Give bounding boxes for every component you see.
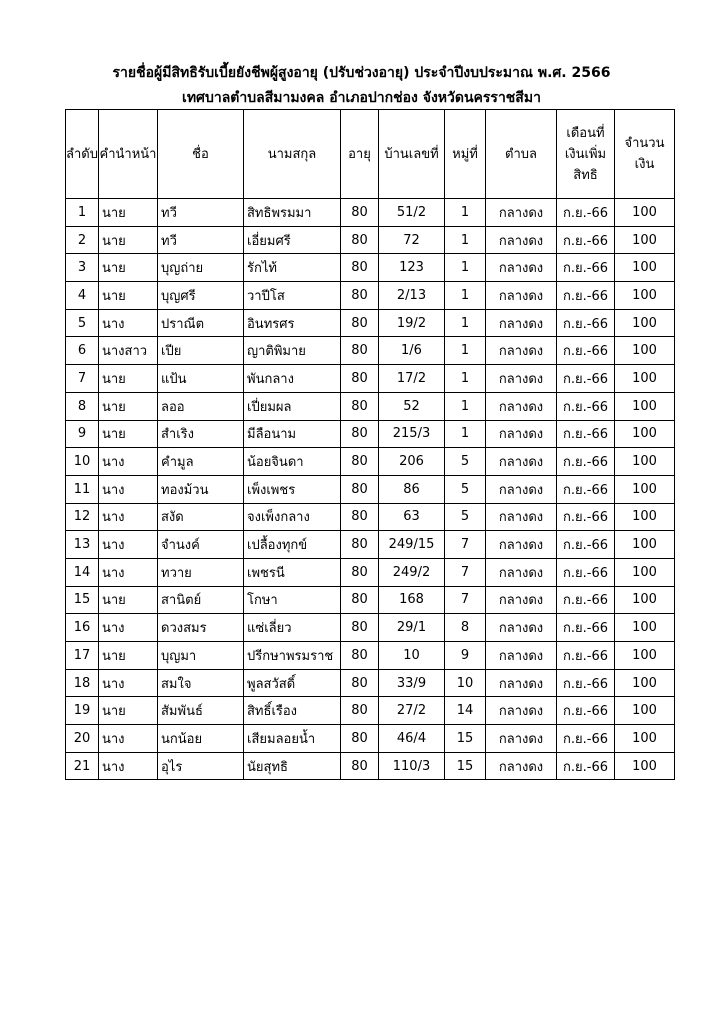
header-first-name: ชื่อ <box>158 110 244 199</box>
cell-last-name: จงเพ็งกลาง <box>244 503 341 531</box>
cell-prefix: นาย <box>99 226 158 254</box>
cell-age: 80 <box>341 586 379 614</box>
cell-village-number: 1 <box>445 365 486 393</box>
cell-village-number: 15 <box>445 752 486 780</box>
cell-age: 80 <box>341 282 379 310</box>
recipient-table <box>65 109 675 780</box>
header-last-name: นามสกุล <box>244 110 341 199</box>
cell-age: 80 <box>341 309 379 337</box>
cell-prefix: นาง <box>99 503 158 531</box>
cell-prefix: นาย <box>99 697 158 725</box>
cell-subdistrict: กลางดง <box>486 199 557 227</box>
cell-house-number: 249/2 <box>379 558 445 586</box>
document-title: รายชื่อผู้มีสิทธิรับเบี้ยยังชีพผู้สูงอายุ (ปรับช่วงอายุ) ประจำปีงบประมาณ พ.ศ. 2566 <box>112 65 611 81</box>
cell-prefix: นาง <box>99 309 158 337</box>
cell-increase-month: ก.ย.-66 <box>557 392 615 420</box>
cell-subdistrict: กลางดง <box>486 531 557 559</box>
cell-subdistrict: กลางดง <box>486 226 557 254</box>
cell-amount: 100 <box>615 669 675 697</box>
cell-last-name: นัยสุทธิ <box>244 752 341 780</box>
cell-first-name: ดวงสมร <box>158 614 244 642</box>
cell-first-name: สงัด <box>158 503 244 531</box>
cell-prefix: นาง <box>99 531 158 559</box>
cell-house-number: 29/1 <box>379 614 445 642</box>
cell-prefix: นาง <box>99 752 158 780</box>
table-row <box>66 337 675 365</box>
cell-amount: 100 <box>615 697 675 725</box>
cell-first-name: สานิตย์ <box>158 586 244 614</box>
cell-amount: 100 <box>615 614 675 642</box>
cell-order: 5 <box>66 309 99 337</box>
cell-house-number: 17/2 <box>379 365 445 393</box>
cell-first-name: ทวี <box>158 226 244 254</box>
cell-first-name: สัมพันธ์ <box>158 697 244 725</box>
cell-order: 3 <box>66 254 99 282</box>
cell-house-number: 27/2 <box>379 697 445 725</box>
cell-house-number: 46/4 <box>379 725 445 753</box>
cell-age: 80 <box>341 614 379 642</box>
cell-increase-month: ก.ย.-66 <box>557 531 615 559</box>
cell-last-name: แซ่เลี่ยว <box>244 614 341 642</box>
document-subtitle: เทศบาลตำบลสีมามงคล อำเภอปากช่อง จังหวัดนครราชสีมา <box>182 90 541 106</box>
cell-prefix: นาย <box>99 199 158 227</box>
cell-increase-month: ก.ย.-66 <box>557 725 615 753</box>
table-row <box>66 420 675 448</box>
cell-amount: 100 <box>615 365 675 393</box>
cell-age: 80 <box>341 642 379 670</box>
cell-order: 21 <box>66 752 99 780</box>
cell-first-name: ทองม้วน <box>158 475 244 503</box>
cell-increase-month: ก.ย.-66 <box>557 503 615 531</box>
cell-village-number: 1 <box>445 282 486 310</box>
cell-order: 7 <box>66 365 99 393</box>
cell-age: 80 <box>341 752 379 780</box>
cell-house-number: 51/2 <box>379 199 445 227</box>
cell-order: 8 <box>66 392 99 420</box>
cell-first-name: ทวี <box>158 199 244 227</box>
cell-order: 14 <box>66 558 99 586</box>
cell-subdistrict: กลางดง <box>486 669 557 697</box>
cell-subdistrict: กลางดง <box>486 309 557 337</box>
cell-order: 15 <box>66 586 99 614</box>
cell-first-name: จำนงค์ <box>158 531 244 559</box>
cell-village-number: 10 <box>445 669 486 697</box>
cell-subdistrict: กลางดง <box>486 475 557 503</box>
cell-prefix: นาย <box>99 254 158 282</box>
cell-increase-month: ก.ย.-66 <box>557 642 615 670</box>
table-body <box>66 199 675 780</box>
table-row <box>66 282 675 310</box>
cell-village-number: 1 <box>445 392 486 420</box>
cell-village-number: 1 <box>445 337 486 365</box>
cell-last-name: เปี่ยมผล <box>244 392 341 420</box>
cell-amount: 100 <box>615 752 675 780</box>
cell-house-number: 2/13 <box>379 282 445 310</box>
cell-last-name: สิทธิ์เรือง <box>244 697 341 725</box>
cell-increase-month: ก.ย.-66 <box>557 365 615 393</box>
cell-village-number: 14 <box>445 697 486 725</box>
cell-increase-month: ก.ย.-66 <box>557 614 615 642</box>
cell-village-number: 1 <box>445 309 486 337</box>
table-row <box>66 365 675 393</box>
cell-subdistrict: กลางดง <box>486 697 557 725</box>
cell-amount: 100 <box>615 531 675 559</box>
cell-last-name: รักไท้ <box>244 254 341 282</box>
cell-prefix: นาง <box>99 448 158 476</box>
cell-first-name: นกน้อย <box>158 725 244 753</box>
cell-increase-month: ก.ย.-66 <box>557 282 615 310</box>
cell-age: 80 <box>341 420 379 448</box>
cell-house-number: 168 <box>379 586 445 614</box>
cell-age: 80 <box>341 475 379 503</box>
cell-village-number: 7 <box>445 586 486 614</box>
table-row <box>66 725 675 753</box>
cell-house-number: 19/2 <box>379 309 445 337</box>
header-order: ลำดับ <box>66 110 99 199</box>
table-row <box>66 199 675 227</box>
cell-amount: 100 <box>615 558 675 586</box>
cell-age: 80 <box>341 503 379 531</box>
cell-house-number: 10 <box>379 642 445 670</box>
cell-last-name: ญาติพิมาย <box>244 337 341 365</box>
table-row <box>66 586 675 614</box>
cell-subdistrict: กลางดง <box>486 586 557 614</box>
cell-amount: 100 <box>615 282 675 310</box>
cell-order: 11 <box>66 475 99 503</box>
cell-subdistrict: กลางดง <box>486 420 557 448</box>
cell-prefix: นาย <box>99 392 158 420</box>
cell-last-name: เสียมลอยน้ำ <box>244 725 341 753</box>
cell-age: 80 <box>341 365 379 393</box>
cell-increase-month: ก.ย.-66 <box>557 586 615 614</box>
cell-age: 80 <box>341 199 379 227</box>
cell-first-name: สมใจ <box>158 669 244 697</box>
cell-age: 80 <box>341 254 379 282</box>
cell-prefix: นาย <box>99 365 158 393</box>
cell-prefix: นาย <box>99 586 158 614</box>
cell-village-number: 7 <box>445 531 486 559</box>
header-prefix: คำนำหน้า <box>99 110 158 199</box>
cell-village-number: 5 <box>445 448 486 476</box>
table-row <box>66 254 675 282</box>
cell-age: 80 <box>341 558 379 586</box>
cell-first-name: สำเริง <box>158 420 244 448</box>
cell-village-number: 5 <box>445 475 486 503</box>
cell-last-name: สิทธิพรมมา <box>244 199 341 227</box>
cell-increase-month: ก.ย.-66 <box>557 697 615 725</box>
cell-age: 80 <box>341 725 379 753</box>
header-village-number: หมู่ที่ <box>445 110 486 199</box>
cell-increase-month: ก.ย.-66 <box>557 669 615 697</box>
cell-increase-month: ก.ย.-66 <box>557 309 615 337</box>
cell-last-name: อินทรศร <box>244 309 341 337</box>
header-house-number: บ้านเลขที่ <box>379 110 445 199</box>
cell-last-name: พันกลาง <box>244 365 341 393</box>
table-row <box>66 448 675 476</box>
cell-first-name: อุไร <box>158 752 244 780</box>
cell-last-name: น้อยจินดา <box>244 448 341 476</box>
cell-prefix: นาง <box>99 558 158 586</box>
cell-village-number: 15 <box>445 725 486 753</box>
cell-house-number: 33/9 <box>379 669 445 697</box>
cell-subdistrict: กลางดง <box>486 365 557 393</box>
table-row <box>66 503 675 531</box>
cell-amount: 100 <box>615 199 675 227</box>
header-age: อายุ <box>341 110 379 199</box>
table-row <box>66 752 675 780</box>
cell-last-name: โกษา <box>244 586 341 614</box>
cell-first-name: ลออ <box>158 392 244 420</box>
cell-order: 17 <box>66 642 99 670</box>
cell-increase-month: ก.ย.-66 <box>557 448 615 476</box>
cell-age: 80 <box>341 669 379 697</box>
cell-age: 80 <box>341 448 379 476</box>
cell-first-name: บุญถ่าย <box>158 254 244 282</box>
cell-order: 16 <box>66 614 99 642</box>
header-amount: จำนวนเงิน <box>615 110 675 199</box>
cell-order: 2 <box>66 226 99 254</box>
cell-increase-month: ก.ย.-66 <box>557 226 615 254</box>
cell-subdistrict: กลางดง <box>486 752 557 780</box>
cell-subdistrict: กลางดง <box>486 558 557 586</box>
cell-amount: 100 <box>615 420 675 448</box>
table-row <box>66 697 675 725</box>
cell-village-number: 5 <box>445 503 486 531</box>
cell-prefix: นาง <box>99 669 158 697</box>
cell-increase-month: ก.ย.-66 <box>557 752 615 780</box>
cell-subdistrict: กลางดง <box>486 503 557 531</box>
cell-prefix: นาง <box>99 475 158 503</box>
cell-house-number: 206 <box>379 448 445 476</box>
cell-first-name: บุญศรี <box>158 282 244 310</box>
cell-amount: 100 <box>615 586 675 614</box>
cell-village-number: 7 <box>445 558 486 586</box>
cell-amount: 100 <box>615 448 675 476</box>
cell-increase-month: ก.ย.-66 <box>557 475 615 503</box>
table-row <box>66 392 675 420</box>
cell-prefix: นางสาว <box>99 337 158 365</box>
cell-first-name: บุญมา <box>158 642 244 670</box>
table-row <box>66 226 675 254</box>
cell-amount: 100 <box>615 475 675 503</box>
cell-village-number: 1 <box>445 254 486 282</box>
cell-first-name: ปราณีต <box>158 309 244 337</box>
cell-amount: 100 <box>615 337 675 365</box>
cell-increase-month: ก.ย.-66 <box>557 420 615 448</box>
cell-house-number: 72 <box>379 226 445 254</box>
cell-first-name: คำมูล <box>158 448 244 476</box>
cell-order: 10 <box>66 448 99 476</box>
cell-last-name: ปรีกษาพรมราช <box>244 642 341 670</box>
table-row <box>66 669 675 697</box>
cell-village-number: 9 <box>445 642 486 670</box>
cell-house-number: 1/6 <box>379 337 445 365</box>
cell-subdistrict: กลางดง <box>486 254 557 282</box>
cell-subdistrict: กลางดง <box>486 642 557 670</box>
cell-last-name: เพชรนี <box>244 558 341 586</box>
cell-increase-month: ก.ย.-66 <box>557 254 615 282</box>
cell-house-number: 110/3 <box>379 752 445 780</box>
cell-order: 4 <box>66 282 99 310</box>
cell-village-number: 1 <box>445 226 486 254</box>
cell-village-number: 8 <box>445 614 486 642</box>
cell-prefix: นาย <box>99 420 158 448</box>
cell-order: 18 <box>66 669 99 697</box>
cell-order: 1 <box>66 199 99 227</box>
table-row <box>66 614 675 642</box>
cell-order: 6 <box>66 337 99 365</box>
cell-prefix: นาง <box>99 614 158 642</box>
cell-amount: 100 <box>615 254 675 282</box>
cell-subdistrict: กลางดง <box>486 448 557 476</box>
table-row <box>66 309 675 337</box>
cell-subdistrict: กลางดง <box>486 392 557 420</box>
cell-increase-month: ก.ย.-66 <box>557 337 615 365</box>
cell-last-name: เพ็งเพชร <box>244 475 341 503</box>
cell-order: 19 <box>66 697 99 725</box>
cell-subdistrict: กลางดง <box>486 282 557 310</box>
cell-last-name: พูลสวัสดิ์ <box>244 669 341 697</box>
cell-house-number: 52 <box>379 392 445 420</box>
cell-last-name: เปลื้องทุกข์ <box>244 531 341 559</box>
cell-prefix: นาย <box>99 642 158 670</box>
cell-order: 12 <box>66 503 99 531</box>
cell-first-name: ทวาย <box>158 558 244 586</box>
cell-house-number: 249/15 <box>379 531 445 559</box>
table-header-row <box>66 110 675 199</box>
cell-order: 9 <box>66 420 99 448</box>
cell-village-number: 1 <box>445 199 486 227</box>
cell-prefix: นาย <box>99 282 158 310</box>
cell-age: 80 <box>341 337 379 365</box>
cell-amount: 100 <box>615 392 675 420</box>
header-increase-month: เดือนที่เงินเพิ่มสิทธิ <box>557 110 615 199</box>
cell-amount: 100 <box>615 226 675 254</box>
cell-amount: 100 <box>615 725 675 753</box>
cell-age: 80 <box>341 697 379 725</box>
cell-amount: 100 <box>615 309 675 337</box>
cell-amount: 100 <box>615 503 675 531</box>
cell-first-name: เปีย <box>158 337 244 365</box>
table-row <box>66 642 675 670</box>
table-row <box>66 531 675 559</box>
cell-last-name: มีลือนาม <box>244 420 341 448</box>
cell-village-number: 1 <box>445 420 486 448</box>
cell-house-number: 215/3 <box>379 420 445 448</box>
cell-increase-month: ก.ย.-66 <box>557 558 615 586</box>
cell-subdistrict: กลางดง <box>486 725 557 753</box>
cell-prefix: นาง <box>99 725 158 753</box>
table-row <box>66 558 675 586</box>
cell-order: 20 <box>66 725 99 753</box>
cell-age: 80 <box>341 226 379 254</box>
cell-increase-month: ก.ย.-66 <box>557 199 615 227</box>
cell-house-number: 123 <box>379 254 445 282</box>
cell-first-name: แป้น <box>158 365 244 393</box>
cell-amount: 100 <box>615 642 675 670</box>
cell-age: 80 <box>341 531 379 559</box>
cell-last-name: เอี่ยมศรี <box>244 226 341 254</box>
header-subdistrict: ตำบล <box>486 110 557 199</box>
cell-order: 13 <box>66 531 99 559</box>
cell-age: 80 <box>341 392 379 420</box>
cell-house-number: 86 <box>379 475 445 503</box>
cell-subdistrict: กลางดง <box>486 337 557 365</box>
cell-last-name: วาปีโส <box>244 282 341 310</box>
cell-house-number: 63 <box>379 503 445 531</box>
cell-subdistrict: กลางดง <box>486 614 557 642</box>
table-row <box>66 475 675 503</box>
